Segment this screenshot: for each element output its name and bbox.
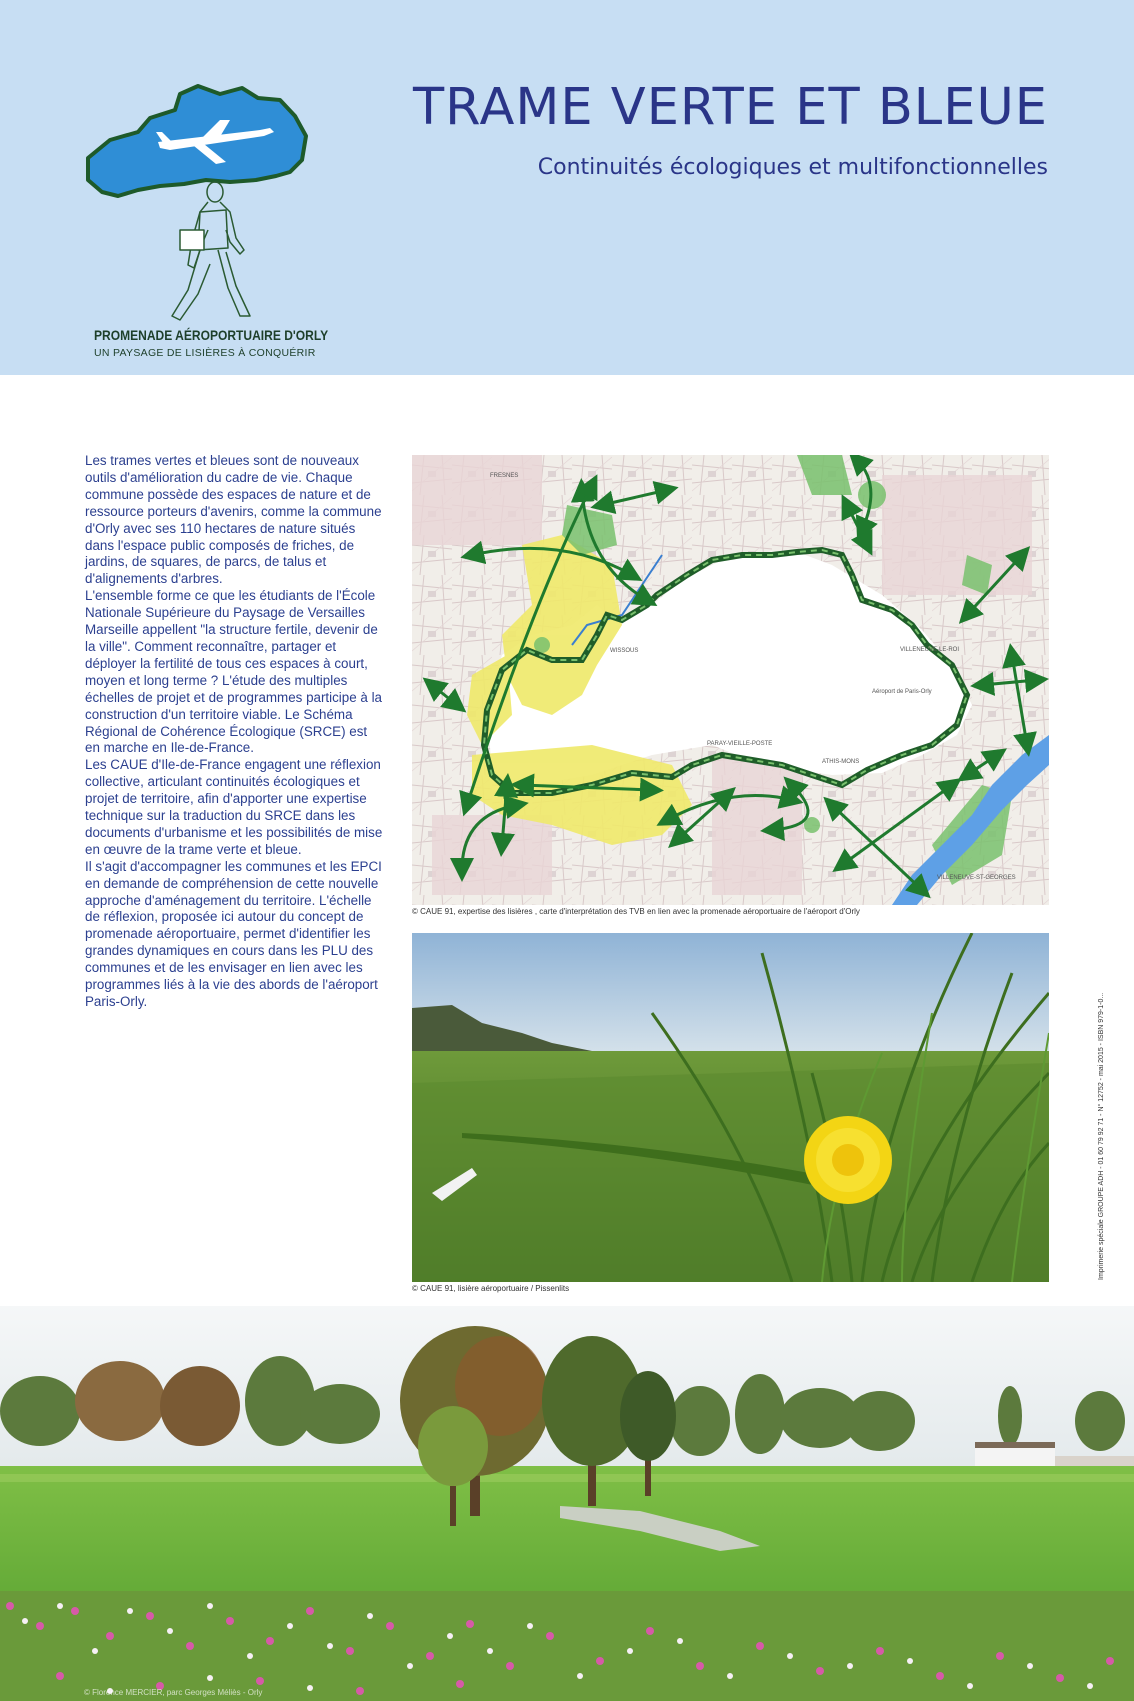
paragraph: L'ensemble forme ce que les étudiants de l'École Nationale Supérieure du Paysage de Versailles Marseille appellent "la structure fertile, devenir de la ville". Comment reconnaître, partager et déployer la fertilité de tous ces espaces à court, moyen et long terme ? L'étude des multiples échelles de projet et de programmes participe à la construction d'un territoire viable. Le Schéma Régional de Cohérence Écologique (SRCE) est en marche en Ile-de-France.	[85, 588, 382, 756]
map-label: PARAY-VIEILLE-POSTE	[707, 741, 773, 747]
page-title: TRAME VERTE ET BLEUE	[412, 78, 1048, 137]
map-label: WISSOUS	[610, 648, 639, 654]
page-subtitle: Continuités écologiques et multifonctionnelles	[537, 155, 1048, 180]
logo-subtitle: UN PAYSAGE DE LISIÈRES À CONQUÉRIR	[94, 347, 316, 359]
logo-title: PROMENADE AÉROPORTUAIRE D'ORLY	[94, 327, 329, 343]
tvb-map	[412, 455, 1049, 905]
map-label: Aéroport de Paris-Orly	[872, 689, 932, 695]
paragraph: Les CAUE d'Ile-de-France engagent une réflexion collective, articulant continuités écologiques et projet de territoire, afin d'apporter une expertise technique sur la traduction du SRCE dans les documents d'urbanisme et les possibilités de mise en œuvre de la trame verte et bleue.	[85, 757, 383, 857]
park-photo-credit: © Florence MERCIER, parc Georges Méliès - Orly	[84, 1688, 263, 1697]
map-label: VILLENEUVE-ST-GEORGES	[937, 875, 1016, 881]
photo1-caption: © CAUE 91, lisière aéroportuaire / Pissenlits	[412, 1284, 570, 1293]
airplane-walker-logo-icon	[80, 80, 320, 330]
map-label: VILLENEUVE-LE-ROI	[900, 647, 960, 653]
map-drawing	[412, 455, 1049, 905]
header-band	[0, 0, 1134, 375]
walking-man-icon	[172, 182, 250, 320]
body-text	[85, 453, 385, 1011]
map-label: FRESNES	[490, 473, 519, 479]
dandelion-photo	[412, 933, 1049, 1282]
map-caption: © CAUE 91, expertise des lisières , carte d'interprétation des TVB en lien avec la promenade aéroportuaire de l'aéroport d'Orly	[412, 907, 860, 916]
map-label: ATHIS-MONS	[822, 759, 860, 765]
paragraph: Il s'agit d'accompagner les communes et les EPCI en demande de compréhension de cette nouvelle approche d'aménagement du territoire. L'échelle de réflexion, proposée ici autour du concept de promenade aéroportuaire, permet d'identifier les grandes dynamiques en cours dans les PLU des communes et de les envisager en lien avec les programmes liés à la vie des abords de l'aéroport Paris-Orly.	[85, 858, 382, 1009]
printer-credit: Imprimerie spéciale GROUPE ADH - 01 60 79 92 71 - N° 12752 - mai 2015 - ISBN 979-1-0...	[1098, 992, 1105, 1280]
paragraph: Les trames vertes et bleues sont de nouveaux outils d'amélioration du cadre de vie. Chaque commune possède des espaces de nature et de ressource porteurs d'avenirs, comme la commune d'Orly avec ses 110 hectares de nature situés dans l'espace public composés de friches, de jardins, de squares, de parcs, de talus et d'alignements d'arbres.	[85, 453, 382, 587]
park-photo	[0, 1306, 1134, 1701]
